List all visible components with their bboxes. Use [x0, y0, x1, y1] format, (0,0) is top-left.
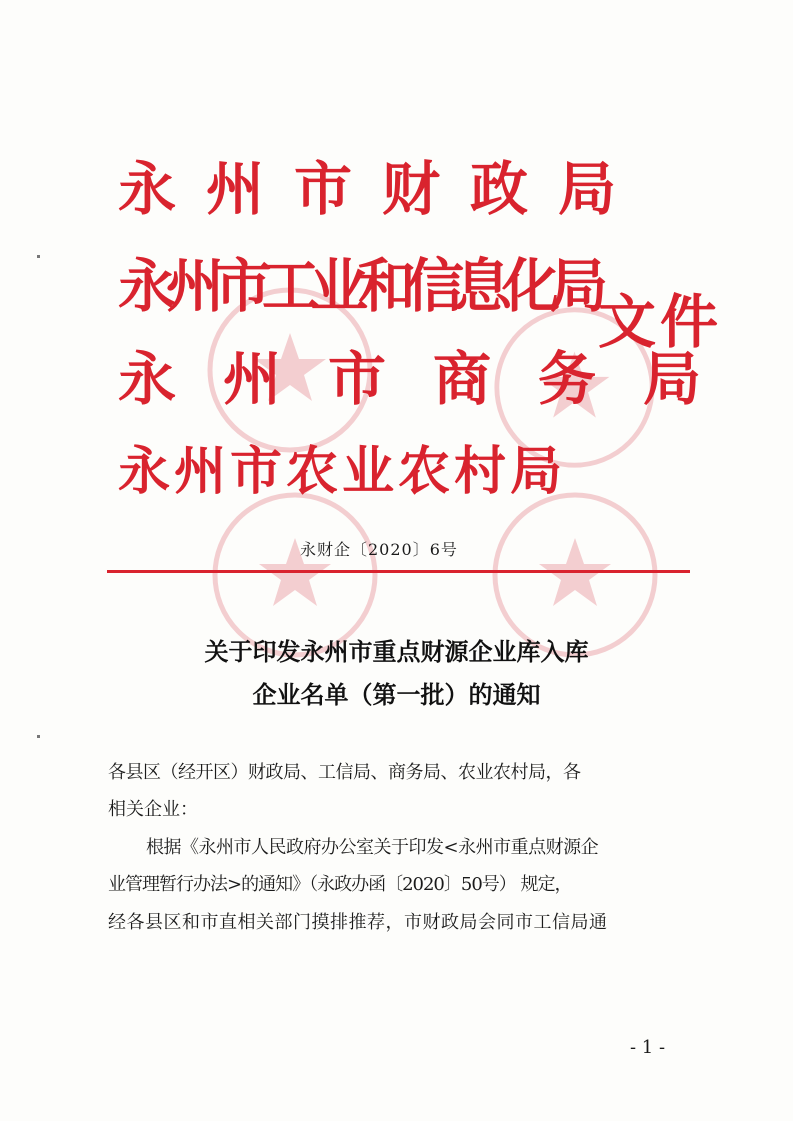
issuer-line-3: [118, 345, 749, 413]
issuer-line-1: [118, 155, 647, 223]
issuer-4: 永州市农业农村局: [118, 442, 567, 502]
scan-mark: [37, 735, 40, 738]
document-type-label: 文件: [598, 288, 723, 356]
addressee-line-1: 各县区（经开区）财政局、工信局、商务局、农业农村局，各: [108, 762, 581, 783]
issuer-1: 永州市财政局: [118, 155, 647, 223]
issuer-line-2: [118, 252, 599, 320]
paragraph-line-2: 业管理暂行办法>的通知》（永政办函〔2020〕50号） 规定，: [108, 874, 572, 895]
title-line-2: 企业名单（第一批）的通知: [252, 681, 541, 709]
page-number: - 1 -: [630, 1037, 666, 1058]
paragraph-line-3: 经各县区和市直相关部门摸排推荐，市财政局会同市工信局通: [108, 912, 608, 933]
issuer-3: 永州市商务局: [118, 345, 749, 413]
issuer-line-4: [118, 441, 598, 503]
paragraph-line-1: 根据《永州市人民政府办公室关于印发<永州市重点财源企: [146, 837, 599, 858]
title-line-1: 关于印发永州市重点财源企业库入库: [204, 638, 589, 666]
addressee-line-2: 相关企业：: [108, 799, 198, 820]
document-number: 永财企〔2020〕6号: [300, 540, 458, 559]
header-divider: [107, 570, 690, 573]
issuer-2: 永州市工业和信息化局: [118, 252, 599, 320]
seal-stamp-bottom-left: [210, 490, 380, 660]
seal-stamp-bottom-right: [490, 490, 660, 660]
scan-mark: [37, 255, 40, 258]
